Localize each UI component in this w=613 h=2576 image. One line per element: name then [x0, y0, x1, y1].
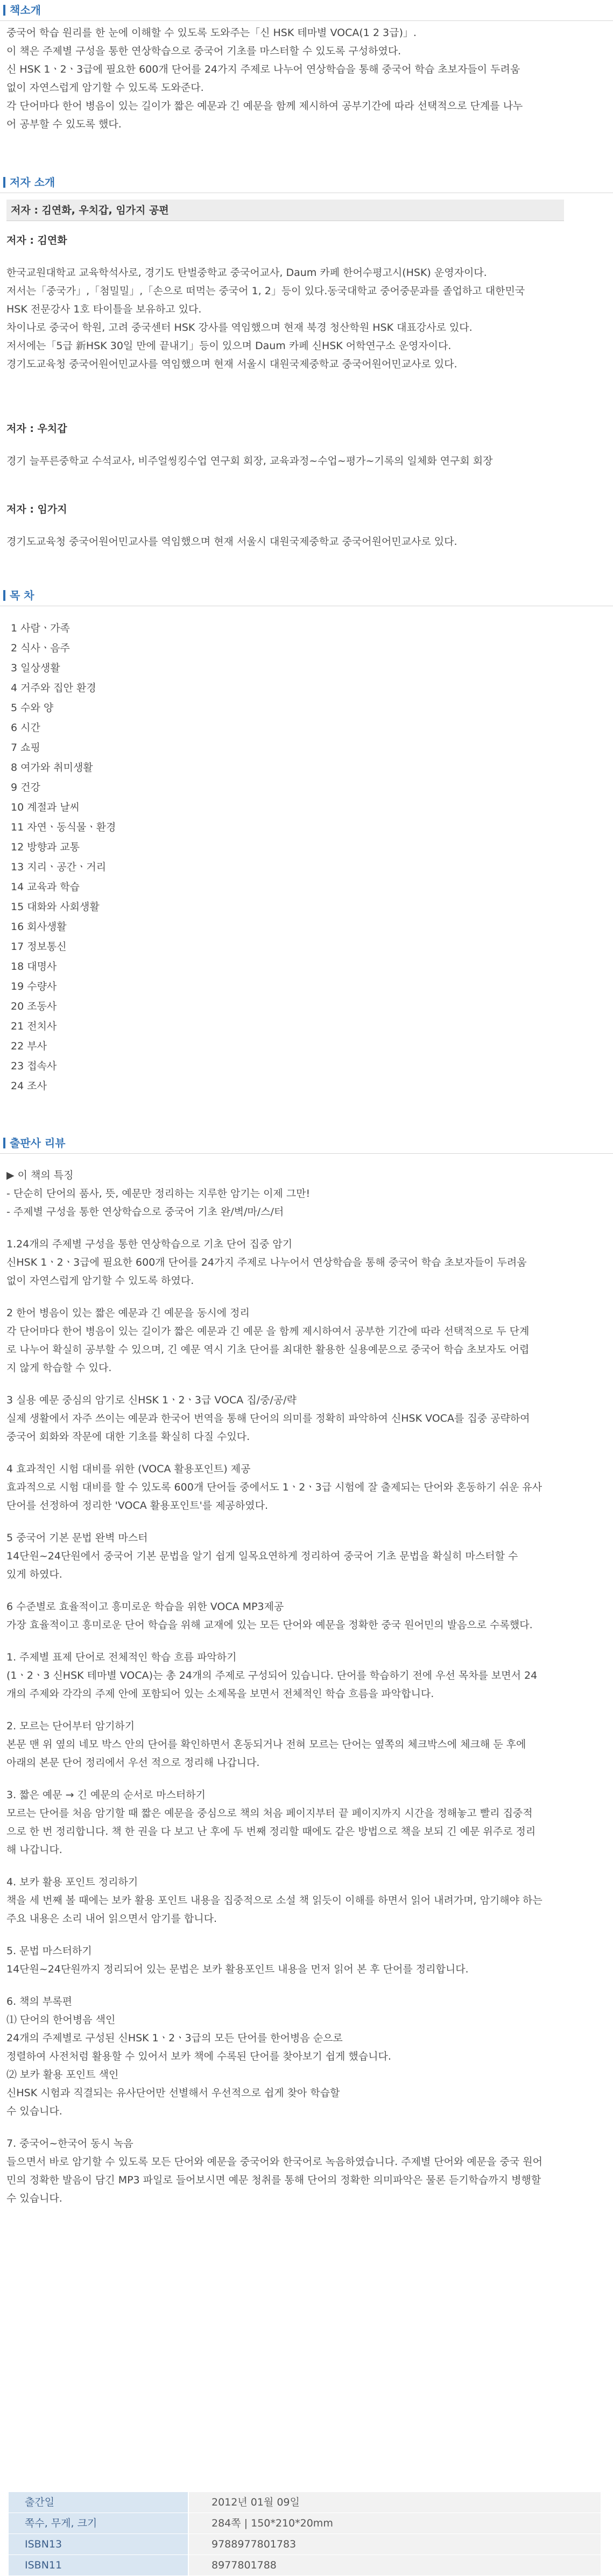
toc-item: 14 교육과 학습: [11, 881, 80, 893]
review-line: 개의 주제와 각각의 주제 안에 포함되어 있는 소제목을 보면서 전체적인 학습 흐름을 파악합니다.: [6, 1688, 434, 1700]
review-line: 14단원~24단원에서 중국어 기본 문법을 알기 쉽게 일목요연하게 정리하여 중국어 기초 문법을 확실히 마스터할 수: [6, 1550, 518, 1562]
toc-item: 22 부사: [11, 1040, 47, 1052]
author-kim: [6, 231, 601, 373]
intro-heading-text: 책소개: [10, 4, 41, 17]
review-line: (1ㆍ2ㆍ3 신HSK 테마별 VOCA)는 총 24개의 주제로 구성되어 있습니다. 단어를 학습하기 전에 우선 목차를 보면서 24: [6, 1670, 538, 1681]
review-line: 들으면서 바로 암기할 수 있도록 모든 단어와 예문을 중국어와 한국어로 녹음하였습니다. 주제별 단어와 예문을 중국 원어: [6, 2156, 542, 2168]
author-lim-line: 경기도교육청 중국어원어민교사를 역임했으며 현재 서울시 대원국제중학교 중국어원어민교사로 있다.: [6, 536, 457, 548]
table-row: [9, 2555, 601, 2576]
author-kim-line: HSK 전문강사 1호 타이틀을 보유하고 있다.: [6, 303, 202, 315]
review-line: 5 중국어 기본 문법 완벽 마스터: [6, 1532, 148, 1544]
review-line: 수 있습니다.: [6, 2105, 62, 2117]
review-line: ⑴ 단어의 한어병음 색인: [6, 2014, 116, 2026]
toc-item: 8 여가와 취미생활: [11, 762, 93, 773]
author-kim-line: 한국교원대학교 교육학석사로, 경기도 탄벌중학교 중국어교사, Daum 카페 한어수평고시(HSK) 운영자이다.: [6, 267, 487, 279]
toc-item: 12 방향과 교통: [11, 841, 80, 853]
review-feature-line: - 단순히 단어의 품사, 뜻, 예문만 정리하는 지루한 암기는 이제 그만!: [6, 1188, 311, 1200]
intro-line: 어 공부할 수 있도록 했다.: [6, 118, 122, 130]
author-names-bar: 저자 : 김연화, 우치갑, 임가지 공편: [6, 200, 564, 221]
toc-item: 5 수와 양: [11, 702, 54, 714]
review-line: 책을 세 번째 볼 때에는 보카 활용 포인트 내용을 집중적으로 소설 책 읽듯이 이해를 하면서 읽어 내려가며, 암기해야 하는: [6, 1894, 542, 1906]
toc-item: 20 조동사: [11, 1000, 57, 1012]
review-line: 없이 자연스럽게 암기할 수 있도록 하였다.: [6, 1275, 194, 1287]
review-feature-line: - 주제별 구성을 통한 연상학습으로 중국어 기초 완/벽/마/스/터: [6, 1206, 284, 1218]
review-line: 14단원~24단원까지 정리되어 있는 문법은 보카 활용포인트 내용을 먼저 읽어 본 후 단어를 정리합니다.: [6, 1963, 469, 1975]
info-label: ISBN11: [9, 2555, 188, 2576]
table-row: [9, 2492, 601, 2513]
toc-item: 24 조사: [11, 1080, 47, 1092]
review-line: 4. 보카 활용 포인트 정리하기: [6, 1876, 138, 1888]
intro-line: 각 단어마다 한어 병음이 있는 길이가 짧은 예문과 긴 예문을 함께 제시하여 공부기간에 따라 선택적으로 단계를 나누: [6, 100, 523, 112]
review-line: 4 효과적인 시험 대비를 위한 (VOCA 활용포인트) 제공: [6, 1463, 251, 1475]
toc-item: 19 수량사: [11, 981, 57, 992]
book-info-table: [9, 2492, 601, 2576]
author-kim-line: 저서에는「5급 新HSK 30일 만에 끝내기」등이 있으며 Daum 카페 신HSK 어학연구소 운영자이다.: [6, 340, 452, 352]
info-value: 9788977801783: [188, 2534, 601, 2555]
toc-item: 6 시간: [11, 722, 40, 734]
review-line: 1. 주제별 표제 단어로 전체적인 학습 흐름 파악하기: [6, 1651, 237, 1663]
intro-line: 이 책은 주제별 구성을 통한 연상학습으로 중국어 기초를 마스터할 수 있도록 구성하였다.: [6, 45, 401, 57]
review-line: 정렬하여 사전처럼 활용할 수 있어서 보카 책에 수록된 단어를 찾아보기 쉽게 했습니다.: [6, 2050, 391, 2062]
author-kim-line: 저서는「중국가」,「첨밀밀」,「손으로 떠먹는 중국어 1, 2」등이 있다.동국대학교 중어중문과를 졸업하고 대한민국: [6, 285, 525, 297]
toc-item: 11 자연ㆍ동식물ㆍ환경: [11, 821, 116, 833]
review-line: 주요 내용은 소리 내어 읽으면서 암기를 합니다.: [6, 1913, 217, 1925]
section-marker-icon: [3, 1138, 5, 1148]
table-row: [9, 2513, 601, 2534]
review-line: 효과적으로 시험 대비를 할 수 있도록 600개 단어들 중에서도 1ㆍ2ㆍ3급 시험에 잘 출제되는 단어와 혼동하기 쉬운 유사: [6, 1481, 542, 1493]
review-line: 각 단어마다 한어 병음이 있는 길이가 짧은 예문과 긴 예문 을 함께 제시하여서 공부한 기간에 따라 선택적으로 두 단계: [6, 1325, 530, 1337]
intro-divider: [0, 20, 613, 21]
section-marker-icon: [3, 177, 5, 188]
toc-item: 21 전치사: [11, 1020, 57, 1032]
author-woo-line: 경기 늘푸른중학교 수석교사, 비주얼씽킹수업 연구회 회장, 교육과정~수업~평가~기록의 일체화 연구회 회장: [6, 455, 493, 467]
review-line: 6 수준별로 효율적이고 흥미로운 학습을 위한 VOCA MP3제공: [6, 1601, 284, 1613]
intro-line: 신 HSK 1ㆍ2ㆍ3급에 필요한 600개 단어를 24가지 주제로 나누어 연상학습을 통해 중국어 학습 초보자들이 두려움: [6, 63, 520, 75]
review-body: [6, 1166, 601, 2208]
author-kim-line: 경기도교육청 중국어원어민교사를 역임했으며 현재 서울시 대원국제중학교 중국어원어민교사로 있다.: [6, 358, 457, 370]
toc-item: 17 정보통신: [11, 941, 67, 953]
intro-line: 중국어 학습 원리를 한 눈에 이해할 수 있도록 도와주는「신 HSK 테마별 VOCA(1 2 3급)」.: [6, 27, 417, 39]
table-row: [9, 2534, 601, 2555]
review-line: 1.24개의 주제별 구성을 통한 연상학습으로 기초 단어 집중 암기: [6, 1238, 293, 1250]
toc-item: 3 일상생활: [11, 662, 60, 674]
review-line: 지 않게 학습할 수 있다.: [6, 1362, 112, 1374]
toc-item: 10 계절과 날씨: [11, 801, 80, 813]
toc-item: 13 지리ㆍ공간ㆍ거리: [11, 861, 107, 873]
review-divider: [0, 1153, 613, 1154]
toc-heading-text: 목 차: [10, 589, 34, 602]
intro-text: [6, 24, 601, 133]
section-marker-icon: [3, 590, 5, 601]
review-line: 있게 하였다.: [6, 1569, 62, 1580]
toc-item: 1 사람ㆍ가족: [11, 622, 70, 634]
author-heading: [3, 173, 601, 191]
review-line: 민의 정확한 발음이 담긴 MP3 파일로 들어보시면 예문 청취를 통해 단어의 정확한 의미파악은 물론 듣기학습까지 병행할: [6, 2174, 541, 2186]
info-value: 8977801788: [188, 2555, 601, 2576]
review-line: 2 한어 병음이 있는 짧은 예문과 긴 예문을 동시에 정리: [6, 1307, 250, 1319]
review-line: 가장 효율적이고 흥미로운 단어 학습을 위해 교재에 있는 모든 단어와 예문을 정확한 중국 원어민의 발음으로 수록했다.: [6, 1619, 533, 1631]
author-woo-title: 저자 : 우치갑: [6, 423, 67, 435]
section-marker-icon: [3, 5, 5, 16]
review-heading-text: 출판사 리뷰: [10, 1137, 66, 1149]
toc-item: 4 거주와 집안 환경: [11, 682, 96, 694]
toc-item: 18 대명사: [11, 961, 57, 973]
intro-heading: [3, 1, 601, 19]
review-line: 해 나갑니다.: [6, 1844, 62, 1856]
info-value: 2012년 01월 09일: [188, 2492, 601, 2513]
toc-list: [11, 619, 334, 1096]
review-line: 6. 책의 부록편: [6, 1996, 72, 2007]
info-label: 쪽수, 무게, 크기: [9, 2513, 188, 2534]
review-line: ⑵ 보카 활용 포인트 색인: [6, 2069, 119, 2081]
author-heading-text: 저자 소개: [10, 176, 55, 189]
author-woo: [6, 420, 601, 470]
toc-item: 15 대화와 사회생활: [11, 901, 100, 913]
author-kim-line: 차이나로 중국어 학원, 고려 중국센터 HSK 강사를 역임했으며 현재 북경 청산학원 HSK 대표강사로 있다.: [6, 322, 473, 333]
toc-item: 23 접속사: [11, 1060, 57, 1072]
review-line: 신HSK 시험과 직결되는 유사단어만 선별해서 우선적으로 쉽게 찾아 학습할: [6, 2087, 340, 2099]
info-label: ISBN13: [9, 2534, 188, 2555]
review-line: 신HSK 1ㆍ2ㆍ3급에 필요한 600개 단어를 24가지 주제로 나누어서 연상학습을 통해 중국어 학습 초보자들이 두려움: [6, 1257, 527, 1268]
author-lim: [6, 500, 601, 551]
toc-item: 2 식사ㆍ음주: [11, 642, 70, 654]
author-lim-title: 저자 : 임가지: [6, 503, 67, 515]
review-line: 2. 모르는 단어부터 암기하기: [6, 1720, 135, 1732]
review-line: 7. 중국어~한국어 동시 녹음: [6, 2138, 133, 2149]
review-line: 으로 한 번 정리합니다. 책 한 권을 다 보고 난 후에 두 번째 정리할 때에도 같은 방법으로 책을 보되 긴 예문 위주로 정리: [6, 1826, 536, 1837]
review-line: 24개의 주제별로 구성된 신HSK 1ㆍ2ㆍ3급의 모든 단어를 한어병음 순으로: [6, 2032, 343, 2044]
info-value: 284쪽 | 150*210*20mm: [188, 2513, 601, 2534]
review-line: 로 나누어 확실히 공부할 수 있으며, 긴 예문 역시 기초 단어를 최대한 활용한 실용예문으로 중국어 학습 초보자도 어렵: [6, 1344, 530, 1356]
review-line: 3 실용 예문 중심의 암기로 신HSK 1ㆍ2ㆍ3급 VOCA 집/중/공/략: [6, 1394, 297, 1406]
review-line: 아래의 본문 단어 정리에서 우선 적으로 정리해 나갑니다.: [6, 1757, 260, 1769]
info-label: 출간일: [9, 2492, 188, 2513]
review-line: 실제 생활에서 자주 쓰이는 예문과 한국어 번역을 통해 단어의 의미를 정확히 파악하여 신HSK VOCA를 집중 공략하여: [6, 1413, 530, 1424]
review-line: 단어를 선정하여 정리한 'VOCA 활용포인트'를 제공하였다.: [6, 1500, 269, 1511]
review-line: 본문 맨 위 옆의 네모 박스 안의 단어를 확인하면서 혼동되거나 전혀 모르는 단어는 옆쪽의 체크박스에 체크해 둔 후에: [6, 1738, 526, 1750]
toc-item: 9 건강: [11, 782, 40, 793]
author-kim-title: 저자 : 김연화: [6, 235, 67, 246]
review-line: 중국어 회화와 작문에 대한 기초를 확실히 다질 수있다.: [6, 1431, 250, 1443]
toc-item: 7 쇼핑: [11, 742, 40, 754]
intro-line: 없이 자연스럽게 암기할 수 있도록 도와준다.: [6, 82, 204, 94]
review-line: 5. 문법 마스터하기: [6, 1945, 92, 1957]
review-features-title: ▶ 이 책의 특징: [6, 1169, 74, 1181]
review-line: 모르는 단어를 처음 암기할 때 짧은 예문을 중심으로 책의 처음 페이지부터 끝 페이지까지 시간을 정해놓고 빨리 집중적: [6, 1807, 533, 1819]
toc-item: 16 회사생활: [11, 921, 67, 933]
toc-heading: [3, 586, 601, 605]
review-heading: [3, 1134, 601, 1152]
review-line: 수 있습니다.: [6, 2192, 62, 2204]
review-line: 3. 짧은 예문 → 긴 예문의 순서로 마스터하기: [6, 1789, 206, 1801]
